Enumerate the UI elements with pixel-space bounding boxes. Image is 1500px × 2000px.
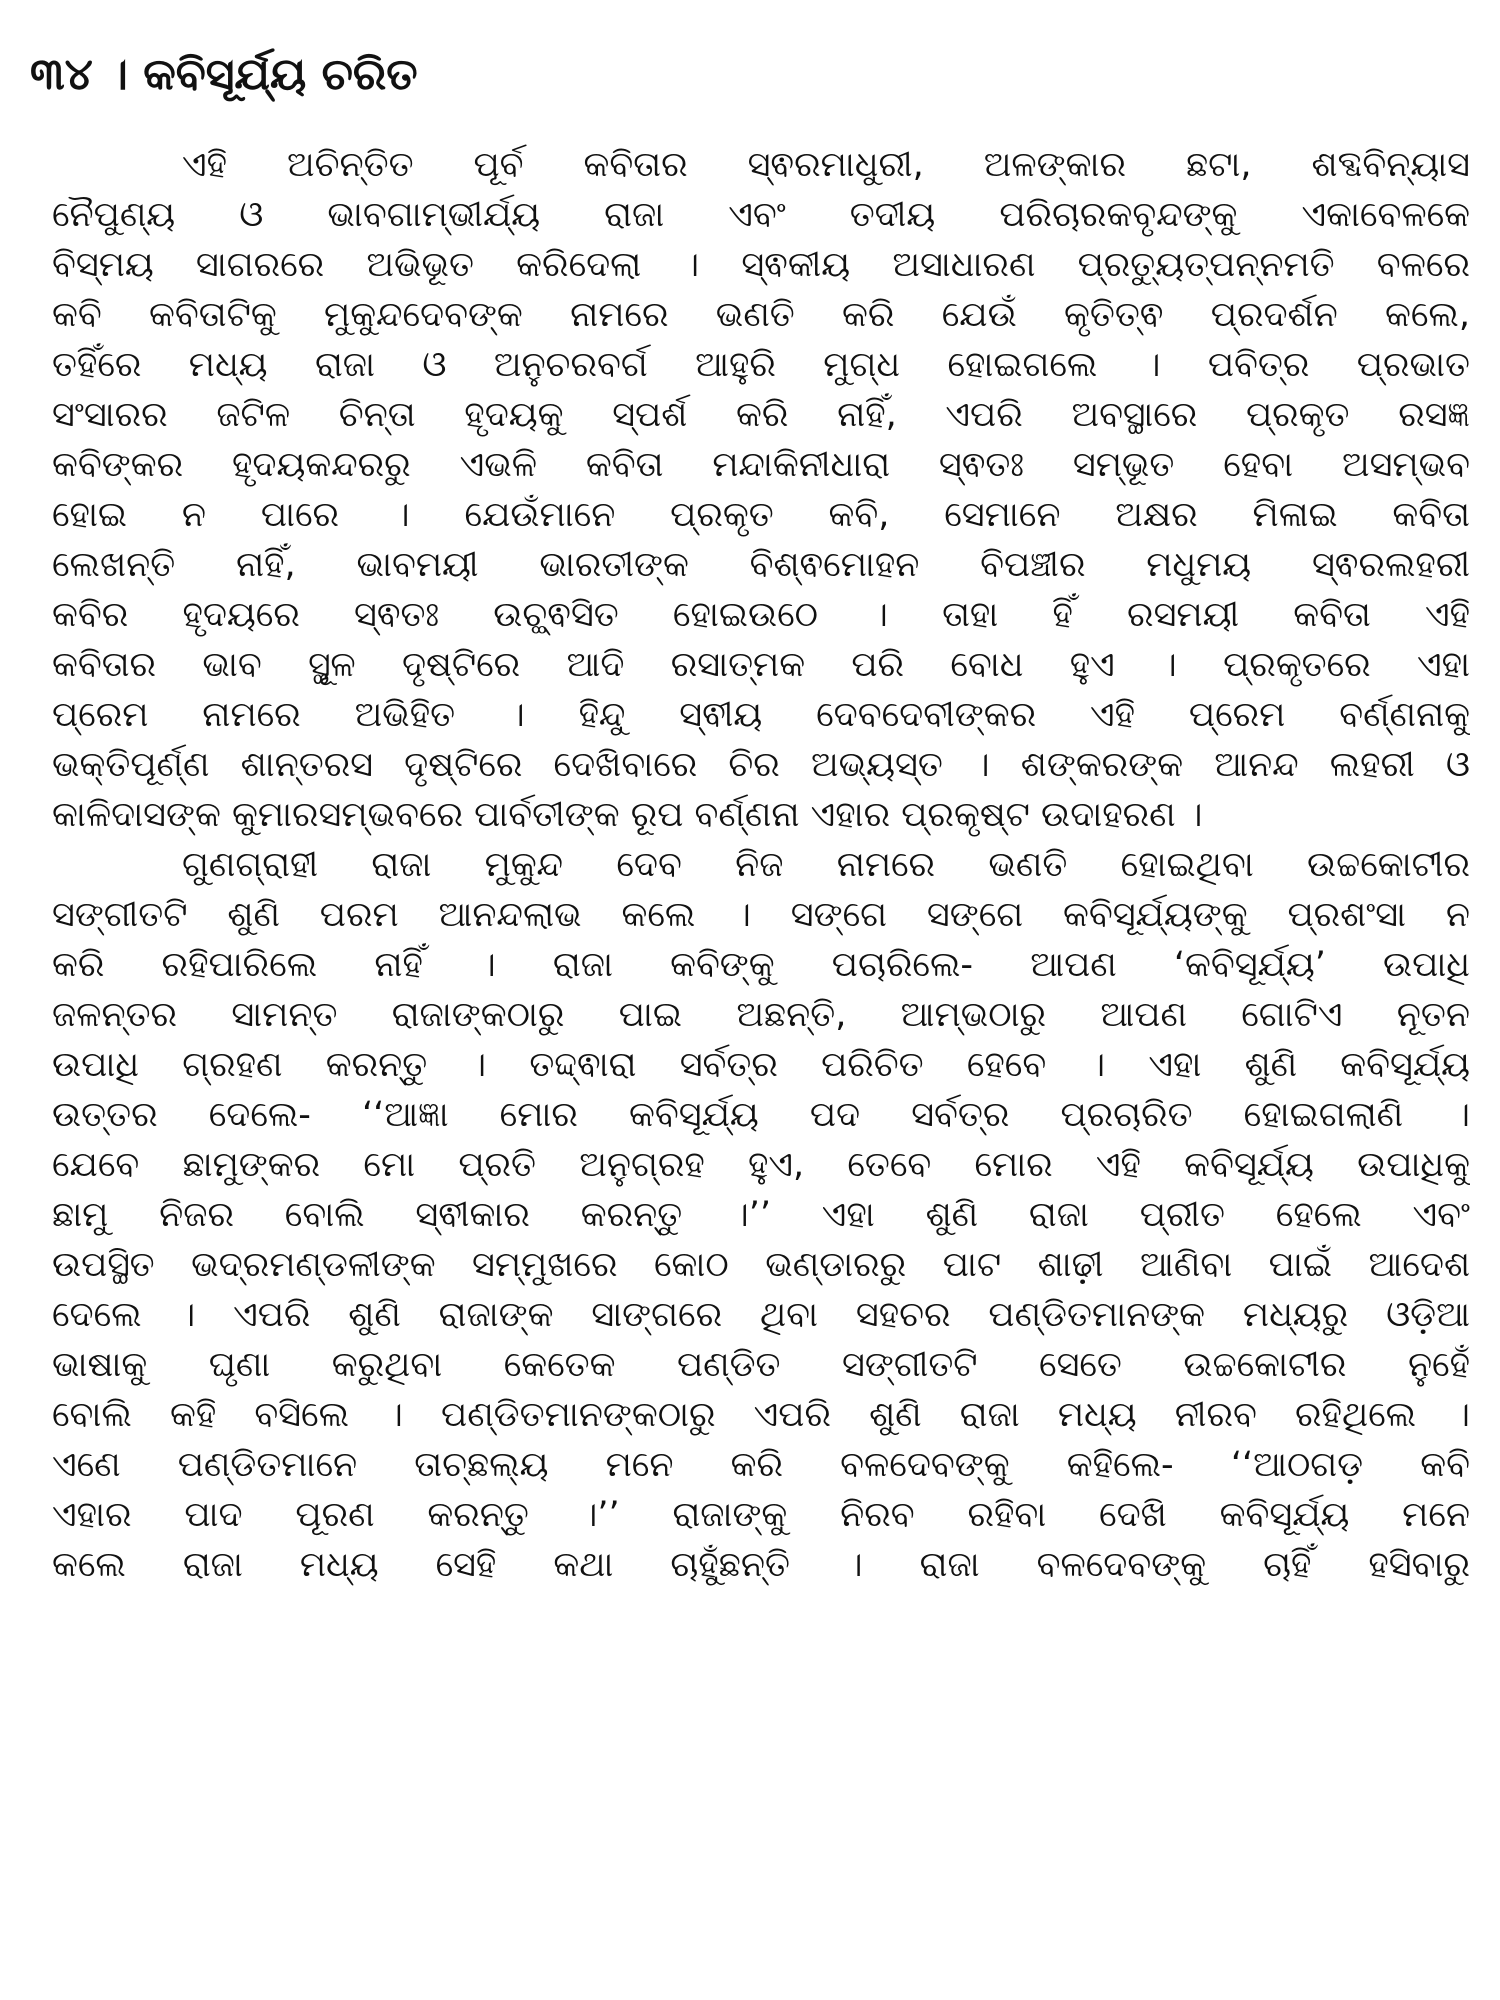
text-line: କବିତାର ଭାବ ସ୍ଥୂଳ ଦୃଷ୍ଟିରେ ଆଦି ରସାତ୍ମକ ପରି ବୋଧ ହୁଏ । ପ୍ରକୃତରେ ଏହା — [52, 645, 1470, 685]
text-line: ଏହାର ପାଦ ପୂରଣ କରନ୍ତୁ ।’’ ରାଜାଙ୍କୁ ନିରବ ରହିବା ଦେଖି କବିସୂର୍ଯ୍ୟ ମନେ — [52, 1495, 1470, 1535]
text-line: କାଳିଦାସଙ୍କ କୁମାରସମ୍ଭବରେ ପାର୍ବତୀଙ୍କ ରୂପ ବର୍ଣ୍ଣନା ଏହାର ପ୍ରକୃଷ୍ଟ ଉଦାହରଣ । — [52, 795, 1203, 835]
text-line: କବିର ହୃଦୟରେ ସ୍ଵତଃ ଉଚ୍ଛ୍ଵସିତ ହୋଇଉଠେ । ତାହା ହିଁ ରସମୟୀ କବିତା ଏହି — [52, 595, 1470, 635]
text-line: ଜଳନ୍ତର ସାମନ୍ତ ରାଜାଙ୍କଠାରୁ ପାଇ ଅଛନ୍ତି, ଆମ୍ଭଠାରୁ ଆପଣ ଗୋଟିଏ ନୂତନ — [52, 995, 1470, 1035]
text-line: ପ୍ରେମ ନାମରେ ଅଭିହିତ । ହିନ୍ଦୁ ସ୍ଵୀୟ ଦେବଦେବୀଙ୍କର ଏହି ପ୍ରେମ ବର୍ଣ୍ଣନାକୁ — [52, 695, 1470, 735]
text-line: ଗୁଣଗ୍ରାହୀ ରାଜା ମୁକୁନ୍ଦ ଦେବ ନିଜ ନାମରେ ଭଣତି ହୋଇଥିବା ଉଚ୍ଚକୋଟୀର — [182, 845, 1470, 885]
text-line: ଉପସ୍ଥିତ ଭଦ୍ରମଣ୍ଡଳୀଙ୍କ ସମ୍ମୁଖରେ କୋଠ ଭଣ୍ଡାରରୁ ପାଟ ଶାଢ଼ୀ ଆଣିବା ପାଇଁ ଆଦେଶ — [52, 1245, 1470, 1285]
text-line: ତହିଁରେ ମଧ୍ୟ ରାଜା ଓ ଅନୁଚରବର୍ଗ ଆହୁରି ମୁଗ୍ଧ ହୋଇଗଲେ । ପବିତ୍ର ପ୍ରଭାତ — [52, 345, 1470, 385]
text-line: ଦେଲେ । ଏପରି ଶୁଣି ରାଜାଙ୍କ ସାଙ୍ଗରେ ଥିବା ସହଚର ପଣ୍ଡିତମାନଙ୍କ ମଧ୍ୟରୁ ଓଡ଼ିଆ — [52, 1295, 1470, 1335]
text-line: ଭାଷାକୁ ଘୃଣା କରୁଥିବା କେତେକ ପଣ୍ଡିତ ସଙ୍ଗୀତଟି ସେତେ ଉଚ୍ଚକୋଟୀର ନୁହେଁ — [52, 1345, 1470, 1385]
text-line: କରି ରହିପାରିଲେ ନାହିଁ । ରାଜା କବିଙ୍କୁ ପଚାରିଲେ- ଆପଣ ‘କବିସୂର୍ଯ୍ୟ’ ଉପାଧି — [52, 945, 1470, 985]
text-line: ଏଣେ ପଣ୍ଡିତମାନେ ତାଚ୍ଛଲ୍ୟ ମନେ କରି ବଳଦେବଙ୍କୁ କହିଲେ- ‘‘ଆଠଗଡ଼ କବି — [52, 1445, 1470, 1485]
page-header: ୩୪ । କବିସୂର୍ଯ୍ୟ ଚରିତ — [30, 49, 418, 100]
text-line: କବିଙ୍କର ହୃଦୟକନ୍ଦରରୁ ଏଭଳି କବିତା ମନ୍ଦାକିନୀଧାରା ସ୍ଵତଃ ସମ୍ଭୂତ ହେବା ଅସମ୍ଭବ — [52, 445, 1470, 485]
text-line: ଏହି ଅଚିନ୍ତିତ ପୂର୍ବ କବିତାର ସ୍ଵରମାଧୁରୀ, ଅଳଙ୍କାର ଛଟା, ଶବ୍ଦବିନ୍ୟାସ — [182, 145, 1470, 185]
text-line: ନୈପୁଣ୍ୟ ଓ ଭାବଗାମ୍ଭୀର୍ଯ୍ୟ ରାଜା ଏବଂ ତଦୀୟ ପରିଚାରକବୃନ୍ଦଙ୍କୁ ଏକାବେଳକେ — [52, 195, 1470, 235]
text-line: ଉପାଧି ଗ୍ରହଣ କରନ୍ତୁ । ତଦ୍ଦ୍ଵାରା ସର୍ବତ୍ର ପରିଚିତ ହେବେ । ଏହା ଶୁଣି କବିସୂର୍ଯ୍ୟ — [52, 1045, 1470, 1085]
text-line: ବିସ୍ମୟ ସାଗରରେ ଅଭିଭୂତ କରିଦେଲା । ସ୍ଵକୀୟ ଅସାଧାରଣ ପ୍ରତ୍ୟୁତ୍ପନ୍ନମତି ବଳରେ — [52, 245, 1470, 285]
text-line: ସଙ୍ଗୀତଟି ଶୁଣି ପରମ ଆନନ୍ଦଲାଭ କଲେ । ସଙ୍ଗେ ସଙ୍ଗେ କବିସୂର୍ଯ୍ୟଙ୍କୁ ପ୍ରଶଂସା ନ — [52, 895, 1470, 935]
text-line: ଉତ୍ତର ଦେଲେ- ‘‘ଆଜ୍ଞା ମୋର କବିସୂର୍ଯ୍ୟ ପଦ ସର୍ବତ୍ର ପ୍ରଚାରିତ ହୋଇଗଲାଣି । — [52, 1095, 1470, 1135]
text-line: ସଂସାରର ଜଟିଳ ଚିନ୍ତା ହୃଦୟକୁ ସ୍ପର୍ଶ କରି ନାହିଁ, ଏପରି ଅବସ୍ଥାରେ ପ୍ରକୃତ ରସଜ୍ଞ — [52, 395, 1470, 435]
text-line: ଲେଖନ୍ତି ନାହିଁ, ଭାବମୟୀ ଭାରତୀଙ୍କ ବିଶ୍ଵମୋହନ ବିପଞ୍ଚୀର ମଧୁମୟ ସ୍ଵରଲହରୀ — [52, 545, 1470, 585]
text-line: ଛାମୁ ନିଜର ବୋଲି ସ୍ଵୀକାର କରନ୍ତୁ ।’’ ଏହା ଶୁଣି ରାଜା ପ୍ରୀତ ହେଲେ ଏବଂ — [52, 1195, 1470, 1235]
text-line: କବି କବିତାଟିକୁ ମୁକୁନ୍ଦଦେବଙ୍କ ନାମରେ ଭଣତି କରି ଯେଉଁ କୃତିତ୍ଵ ପ୍ରଦର୍ଶନ କଲେ, — [52, 295, 1470, 335]
text-line: କଲେ ରାଜା ମଧ୍ୟ ସେହି କଥା ଚାହୁଁଛନ୍ତି । ରାଜା ବଳଦେବଙ୍କୁ ଚାହିଁ ହସିବାରୁ — [52, 1545, 1470, 1585]
text-line: ହୋଇ ନ ପାରେ । ଯେଉଁମାନେ ପ୍ରକୃତ କବି, ସେମାନେ ଅକ୍ଷର ମିଳାଇ କବିତା — [52, 495, 1470, 535]
text-line: ଯେବେ ଛାମୁଙ୍କର ମୋ ପ୍ରତି ଅନୁଗ୍ରହ ହୁଏ, ତେବେ ମୋର ଏହି କବିସୂର୍ଯ୍ୟ ଉପାଧିକୁ — [52, 1145, 1470, 1185]
page-body-text — [52, 140, 1470, 1590]
text-line: ଭକ୍ତିପୂର୍ଣ୍ଣ ଶାନ୍ତରସ ଦୃଷ୍ଟିରେ ଦେଖିବାରେ ଚିର ଅଭ୍ୟସ୍ତ । ଶଙ୍କରଙ୍କ ଆନନ୍ଦ ଲହରୀ ଓ — [52, 745, 1470, 785]
text-line: ବୋଲି କହି ବସିଲେ । ପଣ୍ଡିତମାନଙ୍କଠାରୁ ଏପରି ଶୁଣି ରାଜା ମଧ୍ୟ ନୀରବ ରହିଥିଲେ । — [52, 1395, 1470, 1435]
